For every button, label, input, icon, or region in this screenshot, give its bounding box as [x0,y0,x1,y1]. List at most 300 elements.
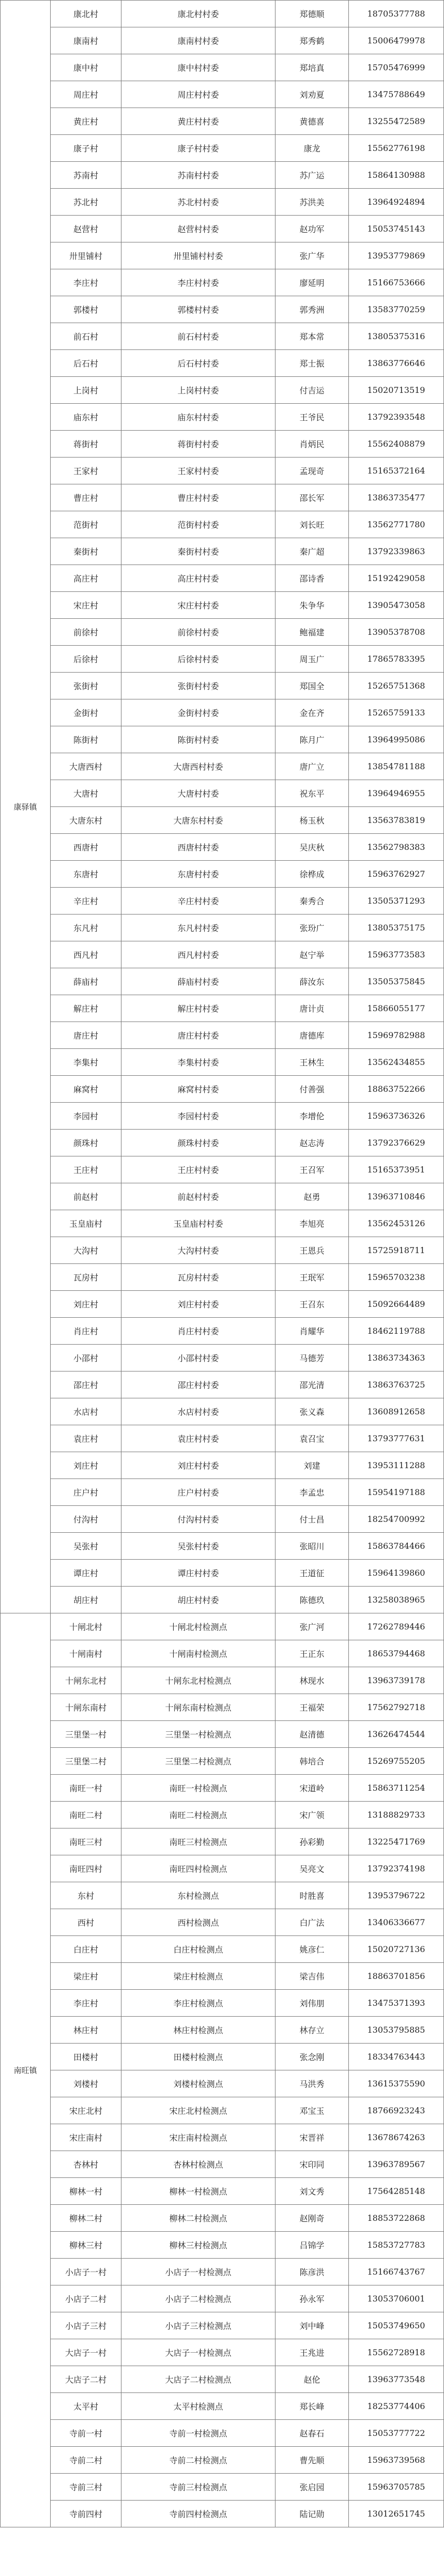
phone-cell: 15863711254 [349,1775,444,1802]
point-cell: 南旺一村检测点 [121,1775,275,1802]
point-cell: 柳林三村检测点 [121,2232,275,2259]
phone-cell: 18334763443 [349,2044,444,2070]
point-cell: 肖庄村村委 [121,1318,275,1345]
table-row [1,1990,444,2017]
contact-name-cell: 唐广立 [275,753,349,780]
point-cell: 刘庄村村委 [121,1291,275,1318]
table-row [1,2097,444,2124]
table-row [1,1156,444,1183]
table-row [1,1,444,27]
village-cell: 前石村 [51,323,121,350]
contact-name-cell: 刘建 [275,1452,349,1479]
village-cell: 邵庄村 [51,1371,121,1398]
village-cell: 范街村 [51,511,121,538]
phone-cell: 18863701856 [349,1963,444,1990]
phone-cell: 13475371393 [349,1990,444,2017]
contact-name-cell: 梁吉伟 [275,1963,349,1990]
village-cell: 付沟村 [51,1506,121,1533]
table-row [1,2501,444,2527]
point-cell: 寺前二村检测点 [121,2447,275,2474]
phone-cell: 17865783395 [349,646,444,673]
point-cell: 康子村村委 [121,135,275,162]
contact-name-cell: 陈德玖 [275,1587,349,1613]
phone-cell: 13583770259 [349,296,444,323]
village-cell: 上岗村 [51,377,121,404]
table-row [1,1613,444,1640]
table-row [1,1183,444,1210]
contact-name-cell: 赵清德 [275,1721,349,1748]
village-cell: 后石村 [51,350,121,377]
village-cell: 吴张村 [51,1533,121,1560]
table-row [1,1748,444,1775]
table-row [1,1022,444,1049]
point-cell: 梁庄村检测点 [121,1963,275,1990]
contact-name-cell: 杨玉秋 [275,807,349,834]
point-cell: 周庄村村委 [121,81,275,108]
table-row [1,1560,444,1587]
contact-name-cell: 邓宝玉 [275,2097,349,2124]
contact-name-cell: 刘伟朋 [275,1990,349,2017]
phone-cell: 13792376629 [349,1130,444,1156]
point-cell: 李庄村检测点 [121,1990,275,2017]
point-cell: 东凡村村委 [121,914,275,941]
point-cell: 康北村村委 [121,1,275,27]
table-row [1,888,444,914]
village-cell: 苏北村 [51,189,121,216]
contact-name-cell: 马洪秀 [275,2070,349,2097]
village-cell: 前赵村 [51,1183,121,1210]
table-row [1,2205,444,2232]
contact-name-cell: 鲍福建 [275,619,349,646]
contact-name-cell: 袁召宝 [275,1425,349,1452]
table-row [1,1425,444,1452]
contact-name-cell: 周玉广 [275,646,349,673]
point-cell: 黄庄村村委 [121,108,275,135]
point-cell: 陈街村村委 [121,726,275,753]
table-row [1,1318,444,1345]
table-row [1,2393,444,2420]
point-cell: 南旺四村检测点 [121,1855,275,1882]
phone-cell: 15853727783 [349,2232,444,2259]
table-row [1,914,444,941]
phone-cell: 13805375175 [349,914,444,941]
village-cell: 寺前三村 [51,2474,121,2501]
contact-name-cell: 付士昌 [275,1506,349,1533]
contact-name-cell: 肖耀华 [275,1318,349,1345]
contact-name-cell: 赵宁举 [275,941,349,968]
point-cell: 解庄村村委 [121,995,275,1022]
table-row [1,27,444,54]
table-row [1,269,444,296]
contact-name-cell: 肖炳民 [275,431,349,458]
contact-name-cell: 郑长峰 [275,2393,349,2420]
village-cell: 李集村 [51,1049,121,1076]
phone-cell: 13964946955 [349,780,444,807]
contact-name-cell: 苏广运 [275,162,349,189]
village-cell: 胡庄村 [51,1587,121,1613]
phone-cell: 13854781188 [349,753,444,780]
point-cell: 秦街村村委 [121,538,275,565]
village-cell: 苏南村 [51,162,121,189]
table-body [1,1,444,2527]
table-row [1,1076,444,1103]
contact-name-cell: 陆记勋 [275,2501,349,2527]
village-cell: 十闸北村 [51,1613,121,1640]
point-cell: 郭楼村村委 [121,296,275,323]
village-cell: 柳林二村 [51,2205,121,2232]
contact-name-cell: 秦广超 [275,538,349,565]
contact-name-cell: 刘长旺 [275,511,349,538]
table-row [1,1775,444,1802]
table-row [1,565,444,592]
village-cell: 康中村 [51,54,121,81]
contact-name-cell: 张广华 [275,242,349,269]
phone-cell: 13505371293 [349,888,444,914]
contact-name-cell: 曹先顺 [275,2447,349,2474]
village-cell: 西唐村 [51,834,121,861]
table-row [1,511,444,538]
phone-cell: 15166743767 [349,2259,444,2285]
village-cell: 田楼村 [51,2044,121,2070]
point-cell: 刘庄村村委 [121,1452,275,1479]
contact-name-cell: 吴庆秋 [275,834,349,861]
contact-name-cell: 林现水 [275,1667,349,1694]
contact-name-cell: 张玢广 [275,914,349,941]
village-cell: 庙东村 [51,404,121,431]
table-row [1,592,444,619]
village-cell: 西村 [51,1909,121,1936]
phone-cell: 15265759133 [349,699,444,726]
phone-cell: 13053795885 [349,2017,444,2044]
village-cell: 麻窝村 [51,1076,121,1103]
contact-name-cell: 唐德库 [275,1022,349,1049]
table-row [1,1909,444,1936]
contact-name-cell: 张念刚 [275,2044,349,2070]
village-cell: 周庄村 [51,81,121,108]
phone-cell: 13475788649 [349,81,444,108]
table-row [1,1882,444,1909]
phone-cell: 13615375590 [349,2070,444,2097]
village-cell: 解庄村 [51,995,121,1022]
town-name-cell: 康驿镇 [1,1,51,1613]
table-row [1,2178,444,2205]
contact-name-cell: 金在齐 [275,699,349,726]
contact-name-cell: 郑培真 [275,54,349,81]
village-cell: 郭楼村 [51,296,121,323]
village-cell: 宋庄南村 [51,2124,121,2151]
village-cell: 李庄村 [51,1990,121,2017]
point-cell: 寺前三村检测点 [121,2474,275,2501]
contact-name-cell: 郑国全 [275,673,349,699]
town-name-cell: 南旺镇 [1,1613,51,2527]
table-row [1,2420,444,2447]
table-row [1,1264,444,1291]
point-cell: 寺前一村检测点 [121,2420,275,2447]
point-cell: 宋庄南村检测点 [121,2124,275,2151]
village-cell: 谭庄村 [51,1560,121,1587]
contact-name-cell: 付吉运 [275,377,349,404]
contact-name-cell: 陈彦洪 [275,2259,349,2285]
phone-cell: 15965703238 [349,1264,444,1291]
phone-cell: 13562798383 [349,834,444,861]
phone-cell: 13053706001 [349,2285,444,2312]
phone-cell: 15705476999 [349,54,444,81]
phone-cell: 13505375845 [349,968,444,995]
village-cell: 刘庄村 [51,1452,121,1479]
point-cell: 西唐村村委 [121,834,275,861]
point-cell: 康中村村委 [121,54,275,81]
point-cell: 吴张村村委 [121,1533,275,1560]
village-cell: 瓦房村 [51,1264,121,1291]
point-cell: 李园村村委 [121,1103,275,1130]
phone-cell: 13953111288 [349,1452,444,1479]
phone-cell: 18462119788 [349,1318,444,1345]
point-cell: 南旺三村检测点 [121,1828,275,1855]
contact-name-cell: 唐计贞 [275,995,349,1022]
contact-name-cell: 宋道岭 [275,1775,349,1802]
table-row [1,1103,444,1130]
village-cell: 南旺四村 [51,1855,121,1882]
table-row [1,2366,444,2393]
table-row [1,2259,444,2285]
phone-cell: 13255472589 [349,108,444,135]
point-cell: 西凡村村委 [121,941,275,968]
village-cell: 宋庄北村 [51,2097,121,2124]
point-cell: 南旺二村检测点 [121,1802,275,1828]
contact-name-cell: 王爷民 [275,404,349,431]
contact-name-cell: 宋印同 [275,2151,349,2178]
point-cell: 白庄村检测点 [121,1936,275,1963]
table-row [1,431,444,458]
table-row [1,1533,444,1560]
table-row [1,1345,444,1371]
contact-name-cell: 陈月广 [275,726,349,753]
phone-cell: 18254700992 [349,1506,444,1533]
table-row [1,699,444,726]
phone-cell: 13964924894 [349,189,444,216]
village-cell: 梁庄村 [51,1963,121,1990]
table-row [1,1802,444,1828]
table-row [1,780,444,807]
table-row [1,1130,444,1156]
village-cell: 杏林村 [51,2151,121,2178]
contact-name-cell: 孙彩勤 [275,1828,349,1855]
phone-cell: 13964995086 [349,726,444,753]
phone-cell: 15964139860 [349,1560,444,1587]
village-cell: 小邵村 [51,1345,121,1371]
village-cell: 蒋街村 [51,431,121,458]
phone-cell: 13805375316 [349,323,444,350]
point-cell: 颜珠村村委 [121,1130,275,1156]
phone-cell: 13905378708 [349,619,444,646]
table-row [1,404,444,431]
point-cell: 刘楼村检测点 [121,2070,275,2097]
village-cell: 辛庄村 [51,888,121,914]
phone-cell: 15963762927 [349,861,444,888]
contact-name-cell: 赵刚奇 [275,2205,349,2232]
contact-name-cell: 郑本常 [275,323,349,350]
village-cell: 寺前四村 [51,2501,121,2527]
phone-cell: 15866055177 [349,995,444,1022]
point-cell: 太平村检测点 [121,2393,275,2420]
village-cell: 南旺二村 [51,1802,121,1828]
contact-name-cell: 刘中峰 [275,2312,349,2339]
contact-name-cell: 李增伦 [275,1103,349,1130]
phone-cell: 13562453126 [349,1210,444,1237]
table-row [1,2070,444,2097]
contact-name-cell: 薛汝东 [275,968,349,995]
point-cell: 谭庄村村委 [121,1560,275,1587]
village-cell: 康南村 [51,27,121,54]
village-cell: 大唐西村 [51,753,121,780]
village-cell: 小店子二村 [51,2285,121,2312]
village-cell: 水店村 [51,1398,121,1425]
contact-name-cell: 王林生 [275,1049,349,1076]
phone-cell: 13953779869 [349,242,444,269]
contact-name-cell: 秦秀合 [275,888,349,914]
table-row [1,1479,444,1506]
point-cell: 邵庄村村委 [121,1371,275,1398]
phone-cell: 15053777722 [349,2420,444,2447]
table-row [1,2474,444,2501]
phone-cell: 13963710846 [349,1183,444,1210]
phone-cell: 13563783819 [349,807,444,834]
phone-cell: 15562408879 [349,431,444,458]
phone-cell: 13953796722 [349,1882,444,1909]
point-cell: 林庄村检测点 [121,2017,275,2044]
village-cell: 南旺一村 [51,1775,121,1802]
village-cell: 袁庄村 [51,1425,121,1452]
contact-name-cell: 王珉军 [275,1264,349,1291]
table-row [1,242,444,269]
point-cell: 庄户村村委 [121,1479,275,1506]
point-cell: 大唐西村村委 [121,753,275,780]
village-cell: 十闸东南村 [51,1694,121,1721]
table-row [1,2312,444,2339]
contact-name-cell: 姚彦仁 [275,1936,349,1963]
point-cell: 大唐村村委 [121,780,275,807]
village-cell: 宋庄村 [51,592,121,619]
point-cell: 大店子二村检测点 [121,2366,275,2393]
village-cell: 寺前一村 [51,2420,121,2447]
point-cell: 前徐村村委 [121,619,275,646]
table-row [1,323,444,350]
phone-cell: 13188829733 [349,1802,444,1828]
point-cell: 辛庄村村委 [121,888,275,914]
village-cell: 后徐村 [51,646,121,673]
phone-cell: 15864130988 [349,162,444,189]
point-cell: 范街村村委 [121,511,275,538]
contact-name-cell: 宋广领 [275,1802,349,1828]
table-row [1,807,444,834]
phone-cell: 15963705785 [349,2474,444,2501]
point-cell: 庙东村村委 [121,404,275,431]
point-cell: 十闸东北村检测点 [121,1667,275,1694]
point-cell: 大沟村村委 [121,1237,275,1264]
phone-cell: 13793777631 [349,1425,444,1452]
phone-cell: 15165373951 [349,1156,444,1183]
village-cell: 张街村 [51,673,121,699]
table-row [1,108,444,135]
village-cell: 卅里铺村 [51,242,121,269]
point-cell: 水店村村委 [121,1398,275,1425]
point-cell: 小邵村村委 [121,1345,275,1371]
contact-name-cell: 王道征 [275,1560,349,1587]
phone-cell: 13225471769 [349,1828,444,1855]
contact-name-cell: 赵志涛 [275,1130,349,1156]
contact-name-cell: 苏洪美 [275,189,349,216]
contact-name-cell: 李孟忠 [275,1479,349,1506]
contact-name-cell: 韩培合 [275,1748,349,1775]
phone-cell: 18853722868 [349,2205,444,2232]
point-cell: 大店子一村检测点 [121,2339,275,2366]
phone-cell: 15053745143 [349,216,444,242]
contact-name-cell: 王召军 [275,1156,349,1183]
table-row [1,538,444,565]
contact-name-cell: 邵诗香 [275,565,349,592]
table-row [1,1452,444,1479]
table-row [1,350,444,377]
phone-cell: 15963773583 [349,941,444,968]
phone-cell: 13608912658 [349,1398,444,1425]
phone-cell: 13863763725 [349,1371,444,1398]
point-cell: 麻窝村村委 [121,1076,275,1103]
phone-cell: 15092664489 [349,1291,444,1318]
phone-cell: 18653794468 [349,1640,444,1667]
phone-cell: 15562776198 [349,135,444,162]
table-row [1,2017,444,2044]
table-row [1,377,444,404]
point-cell: 三里堡一村检测点 [121,1721,275,1748]
point-cell: 薛庙村村委 [121,968,275,995]
point-cell: 赵营村村委 [121,216,275,242]
contact-name-cell: 郭秀洲 [275,296,349,323]
phone-cell: 15192429058 [349,565,444,592]
table-row [1,2285,444,2312]
table-row [1,941,444,968]
table-row [1,861,444,888]
village-cell: 前徐村 [51,619,121,646]
table-row [1,1587,444,1613]
table-row [1,2232,444,2259]
village-cell: 柳林三村 [51,2232,121,2259]
point-cell: 宋庄北村检测点 [121,2097,275,2124]
phone-cell: 18863752266 [349,1076,444,1103]
table-row [1,2044,444,2070]
point-cell: 田楼村检测点 [121,2044,275,2070]
point-cell: 柳林一村检测点 [121,2178,275,2205]
table-row [1,296,444,323]
village-cell: 金街村 [51,699,121,726]
contact-name-cell: 赵伦 [275,2366,349,2393]
contact-name-cell: 张义森 [275,1398,349,1425]
village-cell: 柳林一村 [51,2178,121,2205]
point-cell: 唐庄村村委 [121,1022,275,1049]
table-row [1,458,444,484]
point-cell: 玉皇庙村村委 [121,1210,275,1237]
phone-cell: 13905473058 [349,592,444,619]
point-cell: 李庄村村委 [121,269,275,296]
contact-name-cell: 刘文秀 [275,2178,349,2205]
point-cell: 后徐村村委 [121,646,275,673]
contact-name-cell: 赵勇 [275,1183,349,1210]
village-cell: 唐庄村 [51,1022,121,1049]
phone-cell: 15963739568 [349,2447,444,2474]
phone-cell: 17564285148 [349,2178,444,2205]
contact-name-cell: 时胜喜 [275,1882,349,1909]
village-cell: 颜珠村 [51,1130,121,1156]
point-cell: 西村检测点 [121,1909,275,1936]
